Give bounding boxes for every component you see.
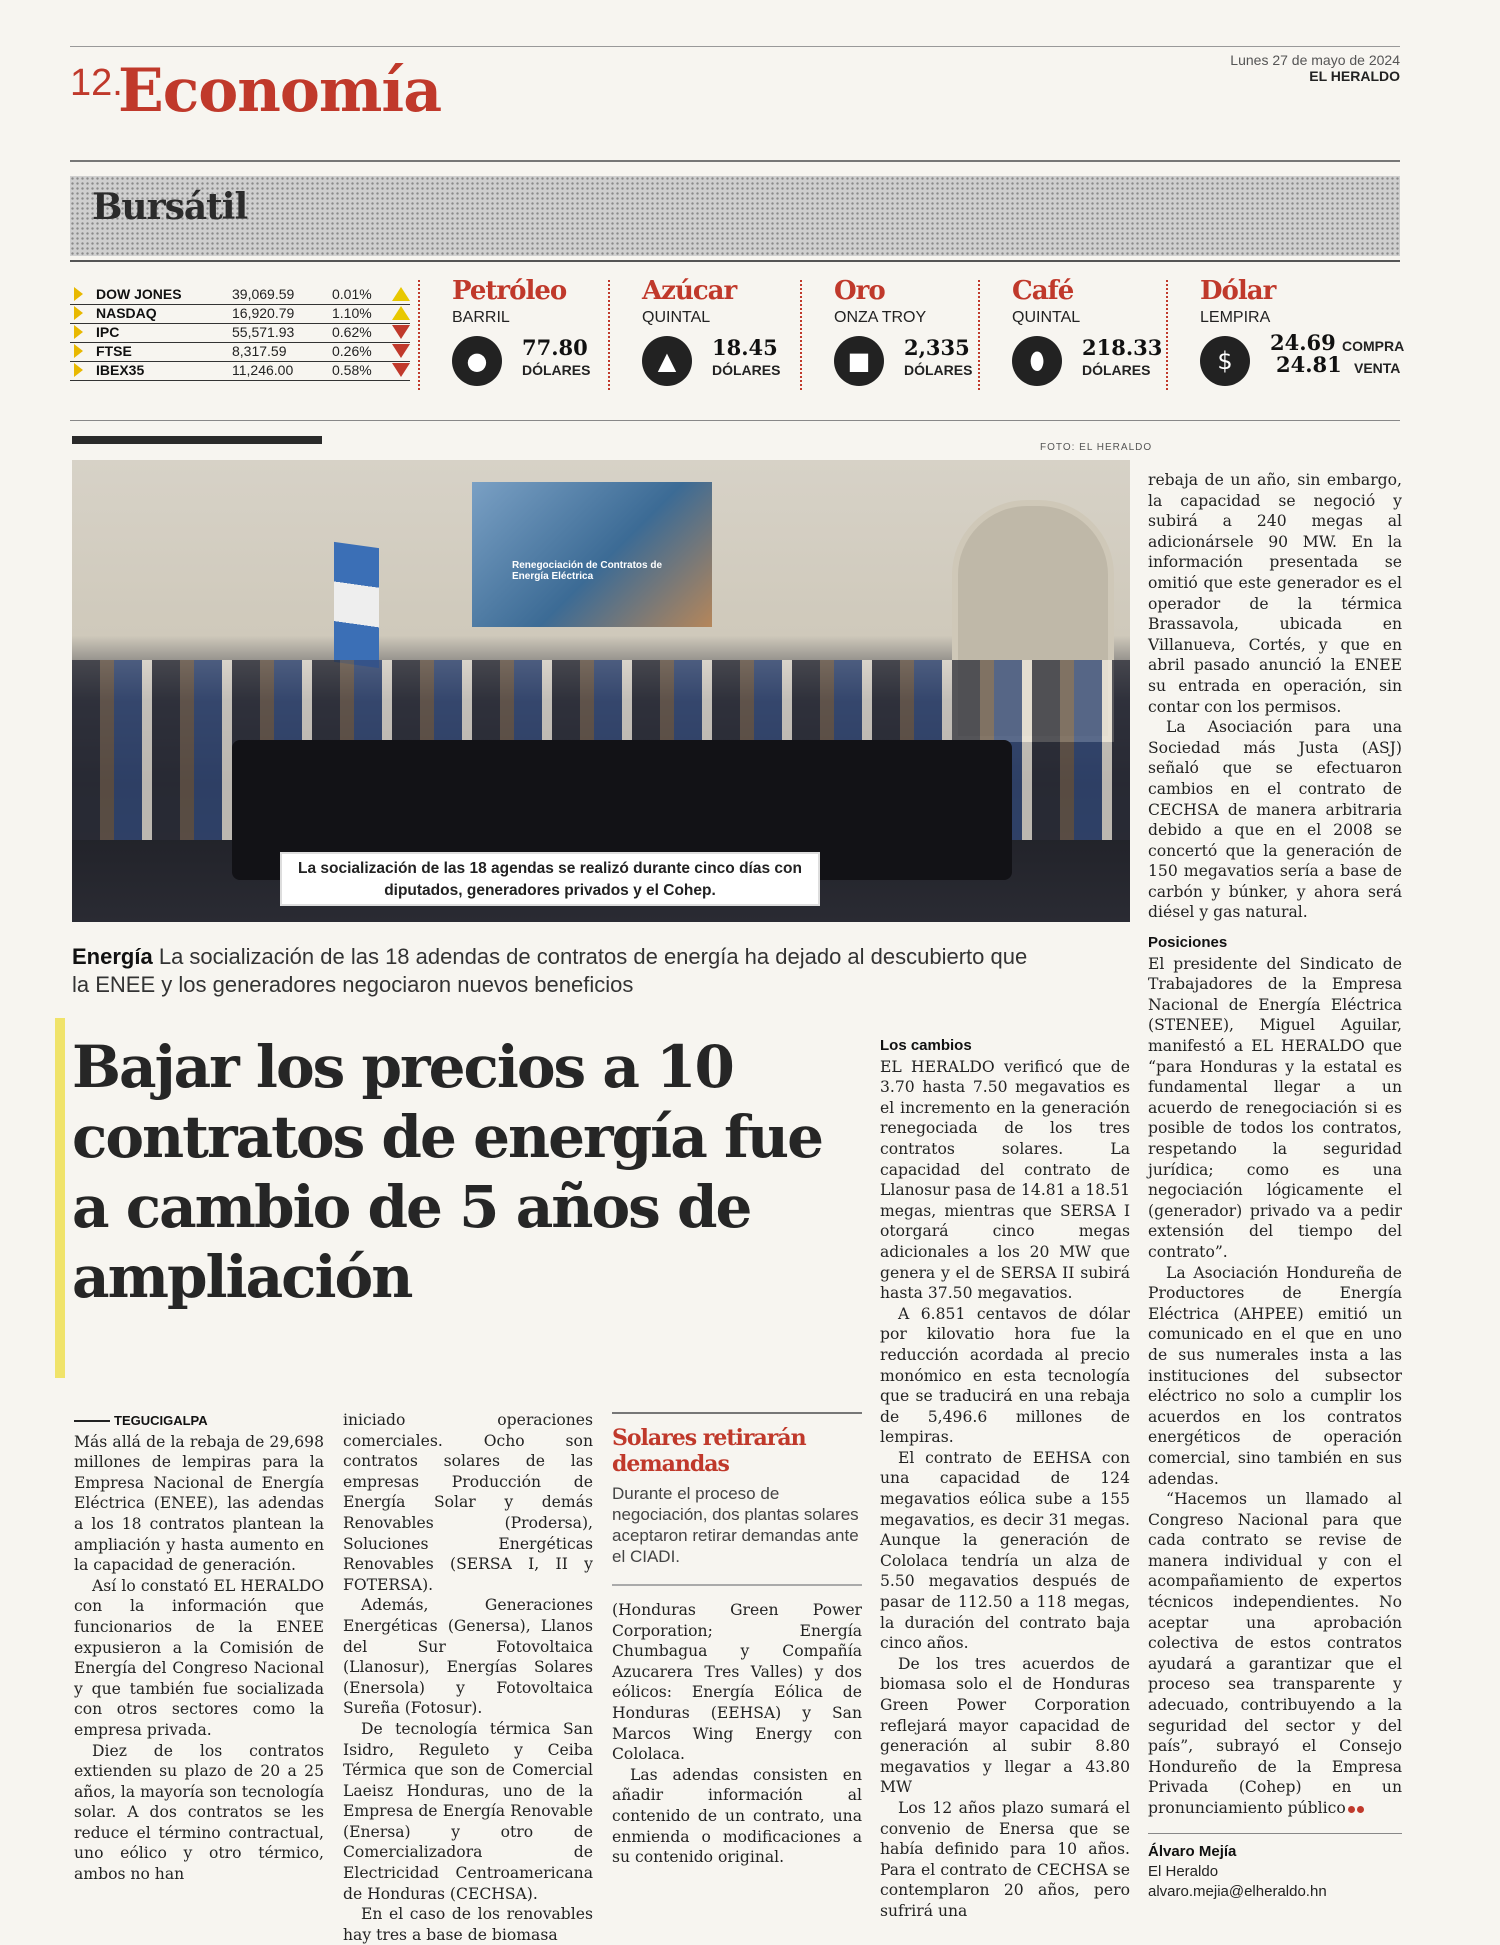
index-name: DOW JONES <box>96 286 182 302</box>
meeting-photo <box>72 460 1130 922</box>
commodity-name: Petróleo <box>452 276 567 306</box>
index-row <box>70 341 410 362</box>
index-name: NASDAQ <box>96 305 157 321</box>
index-change: 0.62% <box>332 324 372 340</box>
col5-paragraph: rebaja de un año, sin embargo, la capacidad se negoció y subirá a 240 megas al adicionársele 90 MW. En la información presentada se omitió que este generador es el operador de la térmica Brassavola, ubicada en Villanueva, Cortés, y que en abril pasado anunció la ENEE su entrada en operación, sin contar con los permisos. <box>1148 471 1402 716</box>
subhead-los-cambios: Los cambios <box>880 1037 972 1054</box>
sidebar-description: Durante el proceso de negociación, dos plantas solares aceptaron retirar demandas ante el CIADI. <box>612 1484 859 1566</box>
oil-drop-icon: ● <box>452 336 502 386</box>
dollar-sell-value: 24.81 <box>1276 352 1342 377</box>
commodity-separator <box>418 280 420 390</box>
trend-up-icon <box>392 306 410 320</box>
col5-paragraph: La Asociación para una Sociedad más Justa (ASJ) señaló que se efectuaron cambios en el contrato de CECHSA de manera arbitraria debido a que en el 2008 se concertó que la generación de 150 megavatios sería a base de carbón y búnker, y ahora será diésel y gas natural. <box>1148 718 1402 922</box>
end-mark <box>1348 1806 1355 1813</box>
chevron-right-icon <box>74 306 83 320</box>
dateline-rule <box>74 1420 110 1422</box>
col3-paragraph: (Honduras Green Power Corporation; Energía Chumbagua y Compañía Azucarera Tres Valles) y dos eólicos: Energía Eólica de Honduras (EEHSA) y San Marcos Wing Energy con Cololaca. <box>612 1601 862 1764</box>
author-name: Álvaro Mejía <box>1148 1842 1237 1860</box>
col1-paragraph: Más allá de la rebaja de 29,698 millones de lempiras para la Empresa Nacional de Energía Eléctrica (ENEE), las adendas a los 18 contratos plantean la ampliación y hasta aumento en la capacidad de generación. <box>74 1432 324 1575</box>
photo-top-bar <box>72 436 322 444</box>
lead-text: La socialización de las 18 adendas de contratos de energía ha dejado al descubierto que la ENEE y los generadores negociaron nuevos beneficios <box>72 944 1028 997</box>
photo-flag <box>334 542 379 668</box>
commodity-value: 77.80 <box>522 335 588 360</box>
dollar-buy-value: 24.69 <box>1270 330 1336 355</box>
dollar-name: Dólar <box>1200 276 1276 306</box>
commodity-value: 2,335 <box>904 335 970 360</box>
index-value: 8,317.59 <box>232 343 287 359</box>
dateline: TEGUCIGALPA <box>114 1413 208 1428</box>
trend-down-icon <box>392 325 410 339</box>
gold-bar-icon: ■ <box>834 336 884 386</box>
index-value: 55,571.93 <box>232 324 295 340</box>
index-value: 11,246.00 <box>232 362 294 378</box>
author-email[interactable]: alvaro.mejia@elheraldo.hn <box>1148 1883 1327 1901</box>
article-column-2 <box>343 1410 593 1945</box>
index-change: 0.58% <box>332 362 372 378</box>
end-mark <box>1357 1806 1364 1813</box>
band-rule <box>70 260 1400 262</box>
subhead-posiciones: Posiciones <box>1148 934 1228 952</box>
sugar-sack-icon: ▲ <box>642 336 692 386</box>
page-number: 12. <box>70 62 123 104</box>
col1-paragraph: Diez de los contratos extienden su plazo de 20 a 25 años, la mayoría son tecnología solar. A dos contratos se les reduce el término contractual, uno eólico y otro térmico, ambos no han <box>74 1741 324 1884</box>
commodity-currency: DÓLARES <box>904 362 973 378</box>
photo-caption: La socialización de las 18 agendas se realizó durante cinco días con diputados, generadores privados y el Cohep. <box>280 852 820 906</box>
trend-down-icon <box>392 363 410 377</box>
index-value: 39,069.59 <box>232 286 295 302</box>
article-column-4 <box>880 1036 1130 1922</box>
col2-paragraph: Además, Generaciones Energéticas (Genersa), Llanos del Sur Fotovoltaica (Llanosur), Energías Solares (Enersola) y Fotovoltaica Sureña (Fotosur). <box>343 1596 593 1718</box>
col5-closing-text: “Hacemos un llamado al Congreso Nacional para que cada contrato se revise de manera individual y con el acompañamiento de expertos técnicos independientes. No aceptar una aprobación colectiva de estos contratos ayudará a garantizar que el proceso sea transparente y adecuado, contribuyendo a la seguridad del sector y del país”, subrayó el Consejo Hondureño de la Empresa Privada (Cohep) en un pronunciamiento público <box>1148 1490 1402 1817</box>
index-row <box>70 303 410 324</box>
index-name: IBEX35 <box>96 362 145 378</box>
chevron-right-icon <box>74 287 83 301</box>
newspaper-name: EL HERALDO <box>1309 68 1400 84</box>
issue-date: Lunes 27 de mayo de 2024 <box>1230 52 1400 68</box>
commodity-unit: QUINTAL <box>1012 309 1081 326</box>
market-bottom-rule <box>70 420 1400 421</box>
article-headline: Bajar los precios a 10 contratos de energía fue a cambio de 5 años de ampliación <box>72 1033 822 1311</box>
dollar-unit: LEMPIRA <box>1200 309 1271 326</box>
photo-credit: FOTO: EL HERALDO <box>1040 442 1153 453</box>
index-row <box>70 360 410 381</box>
top-rule <box>70 46 1400 47</box>
index-value: 16,920.79 <box>232 305 295 321</box>
market-band <box>70 176 1400 256</box>
index-change: 1.10% <box>332 305 372 321</box>
col2-paragraph: De tecnología térmica San Isidro, Reguleto y Ceiba Térmica que son de Comercial Laeisz Honduras, uno de la Empresa de Energía Renovable (Enersa) y otro de Comercializadora de Electricidad Centroamericana de Honduras (CECHSA). <box>343 1719 593 1903</box>
col5-paragraph <box>1148 1489 1402 1819</box>
article-column-5 <box>1148 470 1402 1902</box>
index-change: 0.26% <box>332 343 372 359</box>
index-row <box>70 322 410 343</box>
dollar-buy-label: COMPRA <box>1342 338 1405 354</box>
author-outlet: El Heraldo <box>1148 1863 1219 1881</box>
article-column-1 <box>74 1410 324 1885</box>
chevron-right-icon <box>74 325 83 339</box>
commodity-name: Azúcar <box>642 276 737 306</box>
col3-paragraph: Las adendas consisten en añadir información al contenido de un contrato, una enmienda o modificaciones a su contenido original. <box>612 1765 862 1867</box>
col1-paragraph: Así lo constató EL HERALDO con la información que funcionarios de la ENEE expusieron a la Comisión de Energía del Congreso Nacional y que también fue socializada con otros sectores como la empresa privada. <box>74 1576 324 1739</box>
commodity-unit: ONZA TROY <box>834 309 927 326</box>
commodity-currency: DÓLARES <box>1082 362 1151 378</box>
commodity-currency: DÓLARES <box>522 362 591 378</box>
commodity-separator <box>800 280 802 390</box>
commodity-name: Café <box>1012 276 1074 306</box>
trend-up-icon <box>392 287 410 301</box>
commodity-unit: BARRIL <box>452 309 510 326</box>
sidebar-title: Solares retirarán demandas <box>612 1425 806 1477</box>
article-kicker: Energía <box>72 944 153 969</box>
col2-paragraph: En el caso de los renovables hay tres a base de biomasa <box>343 1905 593 1944</box>
col5-paragraph: El presidente del Sindicato de Trabajadores de la Empresa Nacional de Energía Eléctrica (STENEE), Miguel Aguilar, manifestó a EL HERALDO que “para Honduras y la estatal es fundamental llegar a un acuerdo de renegociación si es posible de todos los contratos, respetando la seguridad jurídica; como es una negociación lógicamente el (generador) privado va a pedir extensión del tiempo del contrato”. <box>1148 954 1402 1261</box>
index-name: IPC <box>96 324 120 340</box>
money-bag-icon: $ <box>1200 336 1250 386</box>
market-title: Bursátil <box>92 186 248 228</box>
commodity-currency: DÓLARES <box>712 362 781 378</box>
highlighter-mark <box>55 1018 65 1378</box>
header-rule <box>70 160 1400 162</box>
index-name: FTSE <box>96 343 132 359</box>
screen-text: Renegociación de Contratos de Energía Eléctrica <box>512 560 663 582</box>
index-row <box>70 284 410 305</box>
byline <box>1148 1833 1402 1903</box>
index-change: 0.01% <box>332 286 372 302</box>
photo-projection-screen <box>472 482 712 627</box>
commodity-unit: QUINTAL <box>642 309 711 326</box>
commodity-name: Oro <box>834 276 885 306</box>
commodity-separator <box>608 280 610 390</box>
commodity-separator <box>1166 280 1168 390</box>
col5-paragraph: La Asociación Hondureña de Productores de Energía Eléctrica (AHPEE) emitió un comunicado en el que en uno de sus numerales insta a las instituciones del subsector eléctrico no solo a cumplir los acuerdos en los contratos energéticos de operación comercial, sino también en sus adendas. <box>1148 1263 1402 1488</box>
col4-paragraph: El contrato de EEHSA con una capacidad de 124 megavatios eólica sube a 155 megavatios, es decir 31 megas. Aunque la generación de Cololaca tendría un alza de 5.50 megavatios después de pasar de 112.50 a 118 megas, la duración del contrato baja cinco años. <box>880 1448 1130 1653</box>
trend-down-icon <box>392 344 410 358</box>
coffee-bean-icon: ⬮ <box>1012 336 1062 386</box>
sidebar-top-rule <box>612 1412 862 1414</box>
col4-paragraph: Los 12 años plazo sumará el convenio de Enersa que se había definido para 10 años. Para el contrato de CECHSA se contemplaron 20 años, pero sufrirá una <box>880 1798 1130 1920</box>
dollar-sell-label: VENTA <box>1354 360 1401 376</box>
col2-paragraph: iniciado operaciones comerciales. Ocho son contratos solares de las empresas Producción de Energía Solar y demás Renovables (Prodersa), Soluciones Energéticas Renovables (SERSA I, II y FOTERSA). <box>343 1411 593 1594</box>
section-title: Economía <box>118 56 442 126</box>
chevron-right-icon <box>74 344 83 358</box>
sidebar-bottom-rule <box>612 1584 862 1586</box>
chevron-right-icon <box>74 363 83 377</box>
col4-paragraph: A 6.851 centavos de dólar por kilovatio hora fue la reducción acordada al precio monómico en esta tecnología que se traducirá en una rebaja de 5,496.6 millones de lempiras. <box>880 1304 1130 1447</box>
article-lead <box>72 943 1032 999</box>
article-column-3 <box>612 1600 862 1868</box>
commodity-value: 18.45 <box>712 335 778 360</box>
commodity-value: 218.33 <box>1082 335 1163 360</box>
col4-paragraph: De los tres acuerdos de biomasa solo el de Honduras Green Power Corporation reflejará mayor capacidad de generación al subir 8.80 megavatios y llegar a 43.80 MW <box>880 1654 1130 1797</box>
commodity-separator <box>978 280 980 390</box>
col4-paragraph: EL HERALDO verificó que de 3.70 hasta 7.50 megavatios es el incremento en la generación renegociada de los tres contratos solares. La capacidad del contrato de Llanosur pasa de 14.81 a 18.51 megas, mientras que SERSA I otorgará cinco megas adicionales a los 20 MW que genera y el de SERSA II subirá hasta 37.50 megavatios. <box>880 1057 1130 1303</box>
